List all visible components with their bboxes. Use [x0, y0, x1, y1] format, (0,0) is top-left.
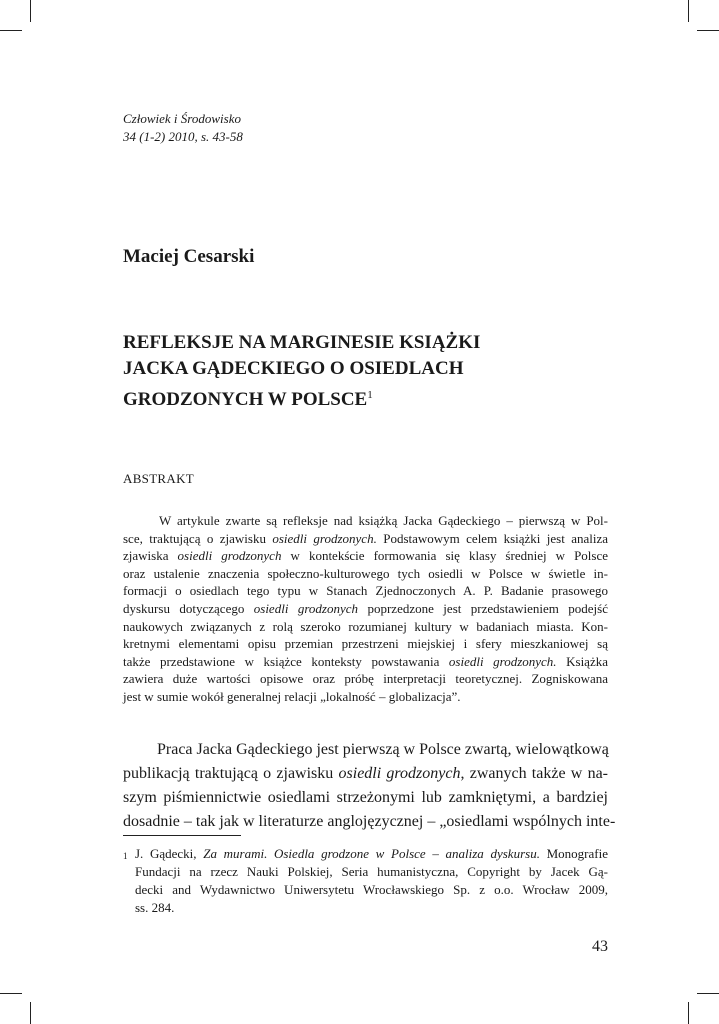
footnote-first-line-wrap — [123, 845, 608, 917]
crop-mark-bottom-right-h — [697, 993, 719, 994]
crop-mark-top-right-h — [697, 30, 719, 31]
crop-mark-top-left-h — [0, 30, 22, 31]
page-number: 43 — [592, 938, 608, 955]
text-run: w kontekście formowania się klasy średniej w Polsce — [281, 548, 609, 564]
text-run: oraz ustalenie znaczenia społeczno-kulturowego tych osiedli w Polsce w świetle in- — [123, 565, 608, 581]
text-run: zawiera duże wartości opisowe oraz próbę interpretacji teoretycznej. Zogniskowana — [123, 671, 608, 687]
text-line — [123, 845, 608, 863]
text-run: , zwanych także w na- — [460, 765, 609, 782]
text-run: W artykule zwarte są refleksje nad książką Jacka Gądeckiego – pierwszą w Pol- — [159, 513, 608, 528]
abstract-heading: ABSTRAKT — [123, 471, 195, 486]
author-name: Maciej Cesarski — [123, 246, 255, 267]
journal-citation: 34 (1-2) 2010, s. 43-58 — [123, 129, 243, 144]
footnote-mark: 1 — [123, 851, 128, 861]
text-run: Podstawowym celem książki jest analiza — [376, 530, 609, 546]
crop-mark-top-left-v — [30, 0, 31, 22]
text-run: kretnymi elementami opisu przemian przestrzeni miejskiej i sfery mieszkaniowej są — [123, 636, 608, 652]
text-run: Książka — [556, 653, 608, 669]
text-run: także przedstawione w książce konteksty powstawania — [123, 653, 449, 669]
text-line — [123, 530, 608, 548]
text-run: publikacją traktującą o zjawisku — [123, 765, 339, 782]
text-line — [123, 899, 608, 917]
text-line — [123, 635, 608, 653]
text-line — [123, 863, 608, 881]
text-run: Monografie — [539, 846, 608, 861]
text-run: jest w sumie wokół generalnej relacji „lokalność – globalizacja”. — [123, 688, 461, 704]
text-line — [123, 810, 616, 834]
text-run: ss. 284. — [135, 900, 175, 915]
text-run: zjawiska — [123, 548, 178, 564]
crop-mark-bottom-left-h — [0, 993, 22, 994]
footnote-lines — [123, 845, 608, 917]
article-title — [123, 330, 603, 413]
text-line — [123, 786, 608, 810]
text-run: naukowych związanych z rolą szeroko rozumianej kultury w badaniach miasta. Kon- — [123, 618, 608, 634]
text-line — [123, 600, 608, 618]
text-run: szym piśmiennictwie osiedlami strzeżonymi lub zamkniętymi, a bardziej — [123, 789, 608, 806]
text-run: formacji o osiedlach tego typu w Stanach Zjednoczonych A. P. Badanie prasowego — [123, 583, 608, 599]
text-run: J. Gądecki, — [135, 846, 204, 861]
crop-mark-bottom-right-v — [688, 1002, 689, 1024]
footnote — [123, 845, 608, 917]
text-line — [123, 582, 608, 600]
text-run: decki and Wydawnictwo Uniwersytetu Wrocławskiego Sp. z o.o. Wrocław 2009, — [135, 882, 608, 897]
text-line — [123, 762, 608, 786]
text-run: poprzedzone jest przedstawieniem podejść — [358, 600, 608, 616]
journal-info — [123, 110, 243, 146]
text-line — [123, 653, 608, 671]
italic-text: osiedli grodzonych — [338, 765, 461, 782]
italic-text: osiedli grodzonych. — [448, 653, 557, 669]
title-line-text: GRODZONYCH W POLSCE — [123, 389, 368, 410]
text-line — [123, 670, 608, 688]
text-run: dyskursu dotyczącego — [123, 600, 254, 616]
title-line — [123, 382, 603, 413]
italic-text: osiedli grodzonych — [253, 600, 359, 616]
journal-name: Człowiek i Środowisko — [123, 111, 241, 126]
text-line — [123, 547, 608, 565]
text-line — [123, 618, 608, 636]
text-line — [123, 512, 608, 530]
text-line — [123, 881, 608, 899]
italic-text: Za murami. Osiedla grodzone w Polsce – analiza dyskursu. — [203, 846, 540, 861]
footnote-divider — [123, 835, 241, 836]
crop-mark-top-right-v — [688, 0, 689, 22]
text-run: dosadnie – tak jak w literaturze anglojęzycznej – „osiedlami wspólnych inte- — [123, 813, 616, 830]
text-line — [123, 738, 608, 762]
text-run: Praca Jacka Gądeckiego jest pierwszą w Polsce zwartą, wielowątkową — [157, 741, 609, 758]
title-footnote-mark: 1 — [367, 389, 373, 401]
italic-text: osiedli grodzonych. — [272, 530, 377, 546]
italic-text: osiedli grodzonych — [177, 548, 282, 564]
text-line — [123, 565, 608, 583]
crop-mark-bottom-left-v — [30, 1002, 31, 1024]
text-run: sce, traktującą o zjawisku — [123, 530, 273, 546]
main-body-text — [123, 738, 616, 834]
text-run: Fundacji na rzecz Nauki Polskiej, Seria humanistyczna, Copyright by Jacek Gą- — [135, 864, 608, 879]
text-line — [123, 688, 608, 706]
abstract-body — [123, 512, 608, 706]
title-line: JACKA GĄDECKIEGO O OSIEDLACH — [123, 358, 464, 379]
title-line: REFLEKSJE NA MARGINESIE KSIĄŻKI — [123, 332, 481, 353]
